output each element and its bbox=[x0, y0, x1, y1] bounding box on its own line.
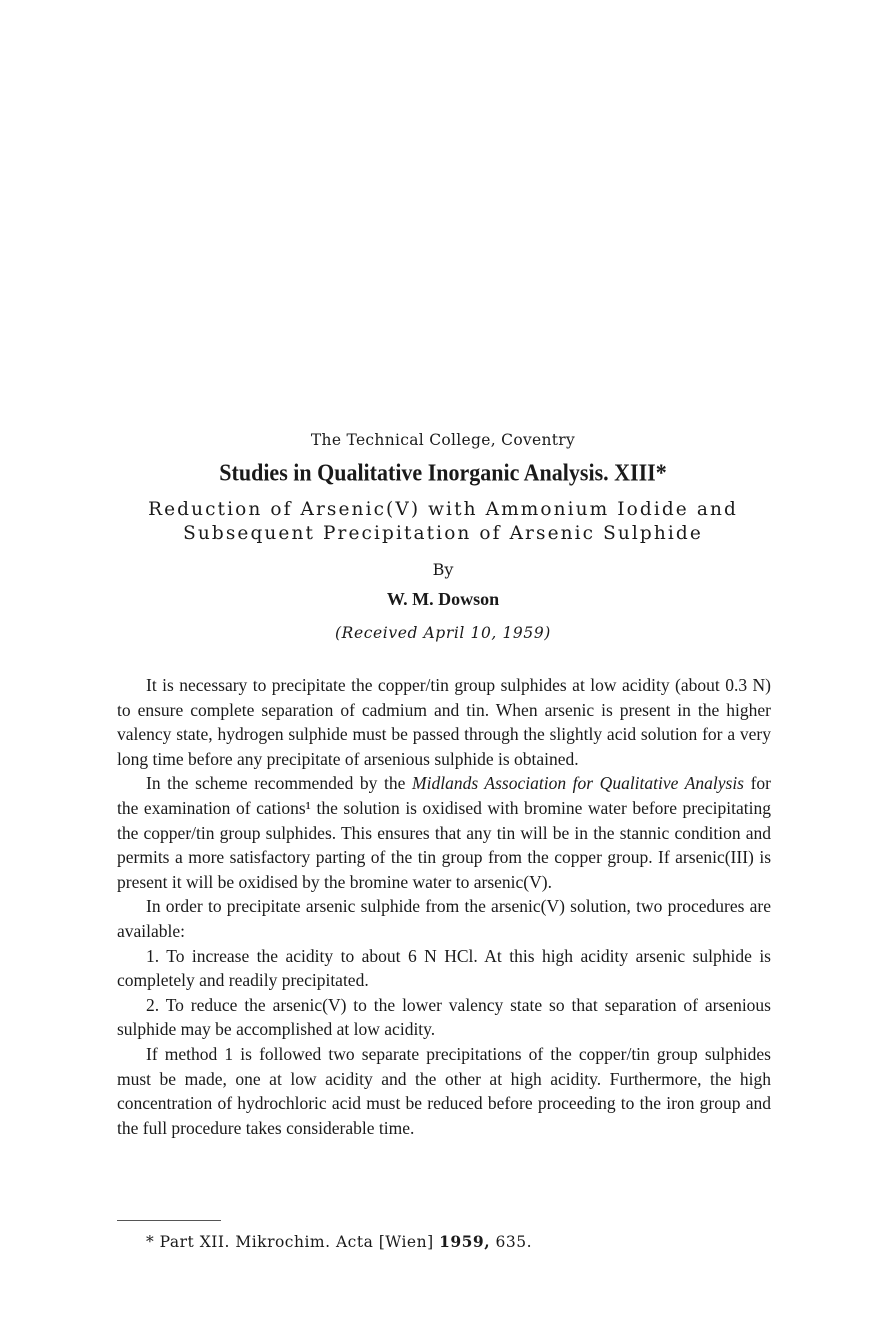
subtitle-line-2: Subsequent Precipitation of Arsenic Sulphide bbox=[183, 523, 703, 544]
paper-title: Studies in Qualitative Inorganic Analysis. XIII* bbox=[219, 458, 667, 486]
body-text bbox=[117, 673, 771, 1140]
subtitle-line-1: Reduction of Arsenic(V) with Ammonium Iodide and bbox=[148, 499, 738, 520]
paragraph-3: In order to precipitate arsenic sulphide from the arsenic(V) solution, two procedures are available: bbox=[117, 896, 771, 941]
footnote bbox=[146, 1232, 532, 1251]
footnote-year: 1959, bbox=[439, 1232, 491, 1251]
footnote-divider bbox=[117, 1220, 221, 1221]
paragraph-6: If method 1 is followed two separate precipitations of the copper/tin group sulphides must be made, one at low acidity and the other at high acidity. Furthermore, the high concentration of hydrochloric acid must be reduced before proceeding to the iron group and the full procedure takes considerable time. bbox=[117, 1043, 771, 1138]
paragraph-2 bbox=[117, 771, 771, 894]
paragraph-5: 2. To reduce the arsenic(V) to the lower valency state so that separation of arsenious sulphide may be accomplished at low acidity. bbox=[117, 994, 771, 1040]
affiliation: The Technical College, Coventry bbox=[310, 431, 576, 449]
paragraph-2-end: for the examination of cations¹ the solution is oxidised with bromine water before precipitating the copper/tin group sulphides. This ensures that any tin will be in the stannic condition and permits a more satisfactory parting of the tin group from the copper group. If arsenic(III) is present it will be oxidised by the bromine water to arsenic(V). bbox=[117, 773, 772, 892]
by-line: By bbox=[432, 560, 454, 579]
paragraph-2-start: In the scheme recommended by the bbox=[146, 773, 413, 794]
footnote-page: 635. bbox=[490, 1233, 533, 1251]
paragraph-1: It is necessary to precipitate the copper/tin group sulphides at low acidity (about 0.3 N) to ensure complete separation of cadmium and tin. When arsenic is present in the higher valency state, hydrogen sulphide must be passed through the slightly acid solution for a very long time before any precipitate of arsenious sulphide is obtained. bbox=[117, 675, 771, 769]
footnote-reference: * Part XII. Mikrochim. Acta [Wien] bbox=[146, 1233, 440, 1251]
association-name: Midlands Association for Qualitative Analysis bbox=[412, 773, 744, 794]
paragraph-4: 1. To increase the acidity to about 6 N HCl. At this high acidity arsenic sulphide is completely and readily precipitated. bbox=[117, 945, 771, 991]
paper-subtitle bbox=[0, 498, 886, 546]
author-name: W. M. Dowson bbox=[386, 589, 500, 609]
received-date: (Received April 10, 1959) bbox=[335, 624, 551, 642]
